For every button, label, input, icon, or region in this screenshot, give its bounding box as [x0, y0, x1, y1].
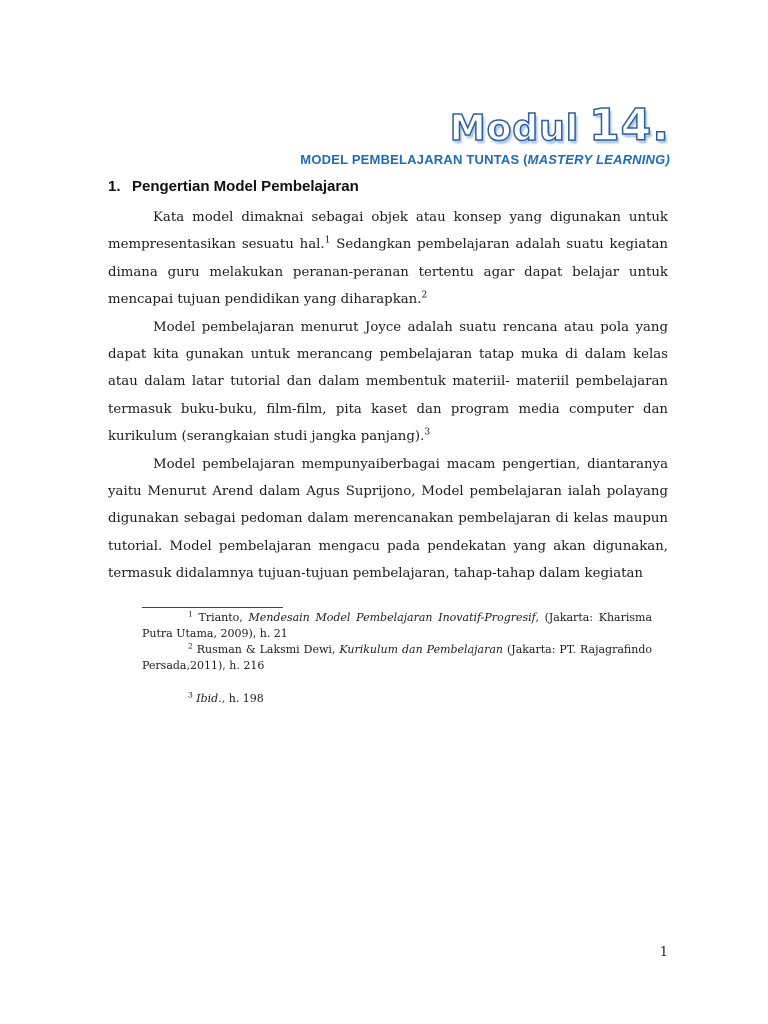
paragraph-3-text: Model pembelajaran mempunyaiberbagai macam pengertian, diantaranya yaitu Menurut Arend dalam Agus Suprijono, Model pembelajaran ialah polayang digunakan sebagai pedoman dalam merencanakan pembelajaran di kelas maupun tutorial. Model pembelajaran mengacu pada pendekatan yang akan digunakan, termasuk didalamnya tujuan-tujuan pembelajaran, tahap-tahap dalam kegiatan	[108, 456, 668, 582]
paragraph-3	[108, 451, 668, 588]
module-number: 14.	[589, 100, 670, 151]
paragraph-1-text-b: Sedangkan pembelajaran adalah suatu kegiatan dimana guru melakukan peranan-peranan tertentu agar dapat belajar untuk mencapai tujuan pendidikan yang diharapkan.	[108, 237, 668, 308]
footnote-1-mark: 1	[188, 609, 193, 619]
footnote-2-text-b: (Jakarta: PT. Rajagrafindo Persada,2011), h. 216	[142, 643, 652, 672]
footnote-separator	[142, 607, 283, 608]
footnote-2-text-a: Rusman & Laksmi Dewi,	[192, 643, 340, 656]
footnote-ref-3[interactable]: 3	[424, 427, 431, 438]
module-subtitle	[300, 152, 670, 167]
footnote-1-title: Mendesain Model Pembelajaran Inovatif-Progresif,	[248, 611, 539, 624]
footnote-3	[142, 691, 652, 707]
paragraph-2-text: Model pembelajaran menurut Joyce adalah suatu rencana atau pola yang dapat kita gunakan untuk merancang pembelajaran tatap muka di dalam kelas atau dalam latar tutorial dan dalam membentuk materiil- materiil pembelajaran termasuk buku-buku, film-film, pita kaset dan program media computer dan kurikulum (serangkaian studi jangka panjang).	[108, 319, 668, 445]
section-title: Pengertian Model Pembelajaran	[132, 178, 359, 195]
footnote-2-title: Kurikulum dan Pembelajaran	[339, 643, 504, 656]
subtitle-italic: MASTERY LEARNING)	[527, 152, 670, 167]
page-number: 1	[659, 945, 668, 960]
body-text	[108, 204, 668, 588]
footnote-2-mark: 2	[188, 641, 193, 651]
footnote-3-title: Ibid.,	[196, 692, 226, 705]
section-number: 1.	[108, 178, 121, 195]
footnote-ref-1[interactable]: 1	[324, 235, 331, 246]
footnote-ref-2[interactable]: 2	[421, 290, 428, 301]
paragraph-1	[108, 204, 668, 314]
footnote-1-text-a: Trianto,	[192, 611, 249, 624]
footnote-3-text: h. 198	[225, 692, 264, 705]
paragraph-1-text-a: Kata model dimaknai sebagai objek atau konsep yang digunakan untuk mempresentasikan sesuatu hal.	[108, 210, 668, 253]
footnote-1	[142, 610, 652, 642]
footnote-2	[142, 642, 652, 674]
paragraph-2	[108, 314, 668, 451]
subtitle-main: MODEL PEMBELAJARAN TUNTAS (	[300, 152, 528, 167]
footnotes	[142, 610, 652, 707]
section-heading	[108, 178, 359, 195]
footnote-3-mark: 3	[188, 690, 193, 700]
footnote-1-text-b: (Jakarta: Kharisma Putra Utama, 2009), h. 21	[142, 611, 652, 640]
module-title-word: Modul	[449, 108, 580, 149]
module-header	[449, 100, 670, 151]
